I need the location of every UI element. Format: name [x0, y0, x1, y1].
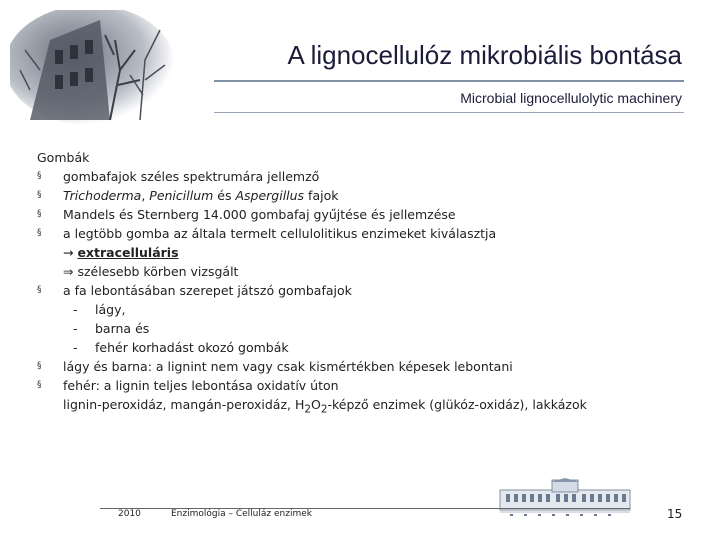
list-item — [37, 186, 697, 205]
dash-text: lágy, — [95, 302, 126, 317]
dash-item — [37, 338, 697, 357]
dash-text: fehér korhadást okozó gombák — [95, 340, 289, 355]
bullet-text: a fa lebontásában szerepet játszó gombafajok — [63, 283, 352, 298]
bullet-text: gombafajok széles spektrumára jellemző — [63, 169, 320, 184]
bullet-icon: § — [37, 380, 42, 390]
subscript: 2 — [304, 403, 311, 416]
dash-item — [37, 319, 697, 338]
slide-body — [37, 148, 697, 414]
sub-line — [37, 243, 697, 262]
title-divider — [214, 80, 684, 82]
bullet-text: lágy és barna: a lignint nem vagy csak kismértékben képesek lebontani — [63, 359, 513, 374]
dash-marker: - — [73, 340, 78, 355]
separator: , — [141, 188, 150, 203]
enzyme-list-part: -képző enzimek (glükóz-oxidáz), lakkázok — [327, 397, 587, 412]
footer-course-name: Enzimológia – Celluláz enzimek — [171, 509, 312, 519]
arrow-right-icon: → — [63, 245, 78, 260]
genus-trichoderma: Trichoderma — [63, 188, 142, 203]
implies-arrow-icon: ⇒ — [63, 264, 78, 279]
bullet-text: fehér: a lignin teljes lebontása oxidatív úton — [63, 378, 339, 393]
page-number: 15 — [667, 507, 683, 521]
list-item — [37, 167, 697, 186]
enzyme-list-part: O — [310, 397, 321, 412]
slide-title: A lignocellulóz mikrobiális bontása — [287, 40, 682, 70]
subscript: 2 — [320, 403, 328, 416]
genus-penicillum: Penicillum — [149, 188, 214, 203]
continuation-text — [63, 395, 587, 420]
slide-subtitle: Microbial lignocellulolytic machinery — [460, 90, 682, 106]
sub-line — [37, 262, 697, 281]
dash-text: barna és — [95, 321, 150, 336]
bullet-icon: § — [37, 209, 42, 219]
university-logo-building — [490, 478, 640, 518]
continuation-line — [37, 395, 697, 414]
university-building-photo — [10, 10, 200, 130]
section-heading: Gombák — [37, 150, 90, 165]
extracellular-emphasis: extracelluláris — [77, 245, 179, 260]
footer-year: 2010 — [118, 509, 141, 519]
sub-text — [63, 262, 238, 281]
list-item — [37, 357, 697, 376]
list-item — [37, 376, 697, 395]
sub-text — [63, 243, 179, 262]
bullet-icon: § — [37, 171, 42, 181]
bullet-icon: § — [37, 190, 42, 200]
list-item — [37, 224, 697, 243]
enzyme-list-part: lignin-peroxidáz, mangán-peroxidáz, H — [63, 397, 305, 412]
bullet-text: Mandels és Sternberg 14.000 gombafaj gyűjtése és jellemzése — [63, 207, 456, 222]
genus-aspergillus: Aspergillus — [235, 188, 305, 203]
bullet-icon: § — [37, 228, 42, 238]
dash-item — [37, 300, 697, 319]
text-tail: fajok — [304, 188, 339, 203]
heading-line — [37, 148, 697, 167]
dash-marker: - — [73, 302, 78, 317]
bullet-text — [63, 186, 338, 205]
subtitle-divider — [214, 112, 684, 113]
bullet-text: a legtöbb gomba az általa termelt cellulolitikus enzimeket kiválasztja — [63, 226, 497, 241]
bullet-icon: § — [37, 285, 42, 295]
bullet-icon: § — [37, 361, 42, 371]
sub-text-content: szélesebb körben vizsgált — [77, 264, 239, 279]
list-item — [37, 205, 697, 224]
dash-marker: - — [73, 321, 78, 336]
list-item — [37, 281, 697, 300]
separator: és — [213, 188, 236, 203]
